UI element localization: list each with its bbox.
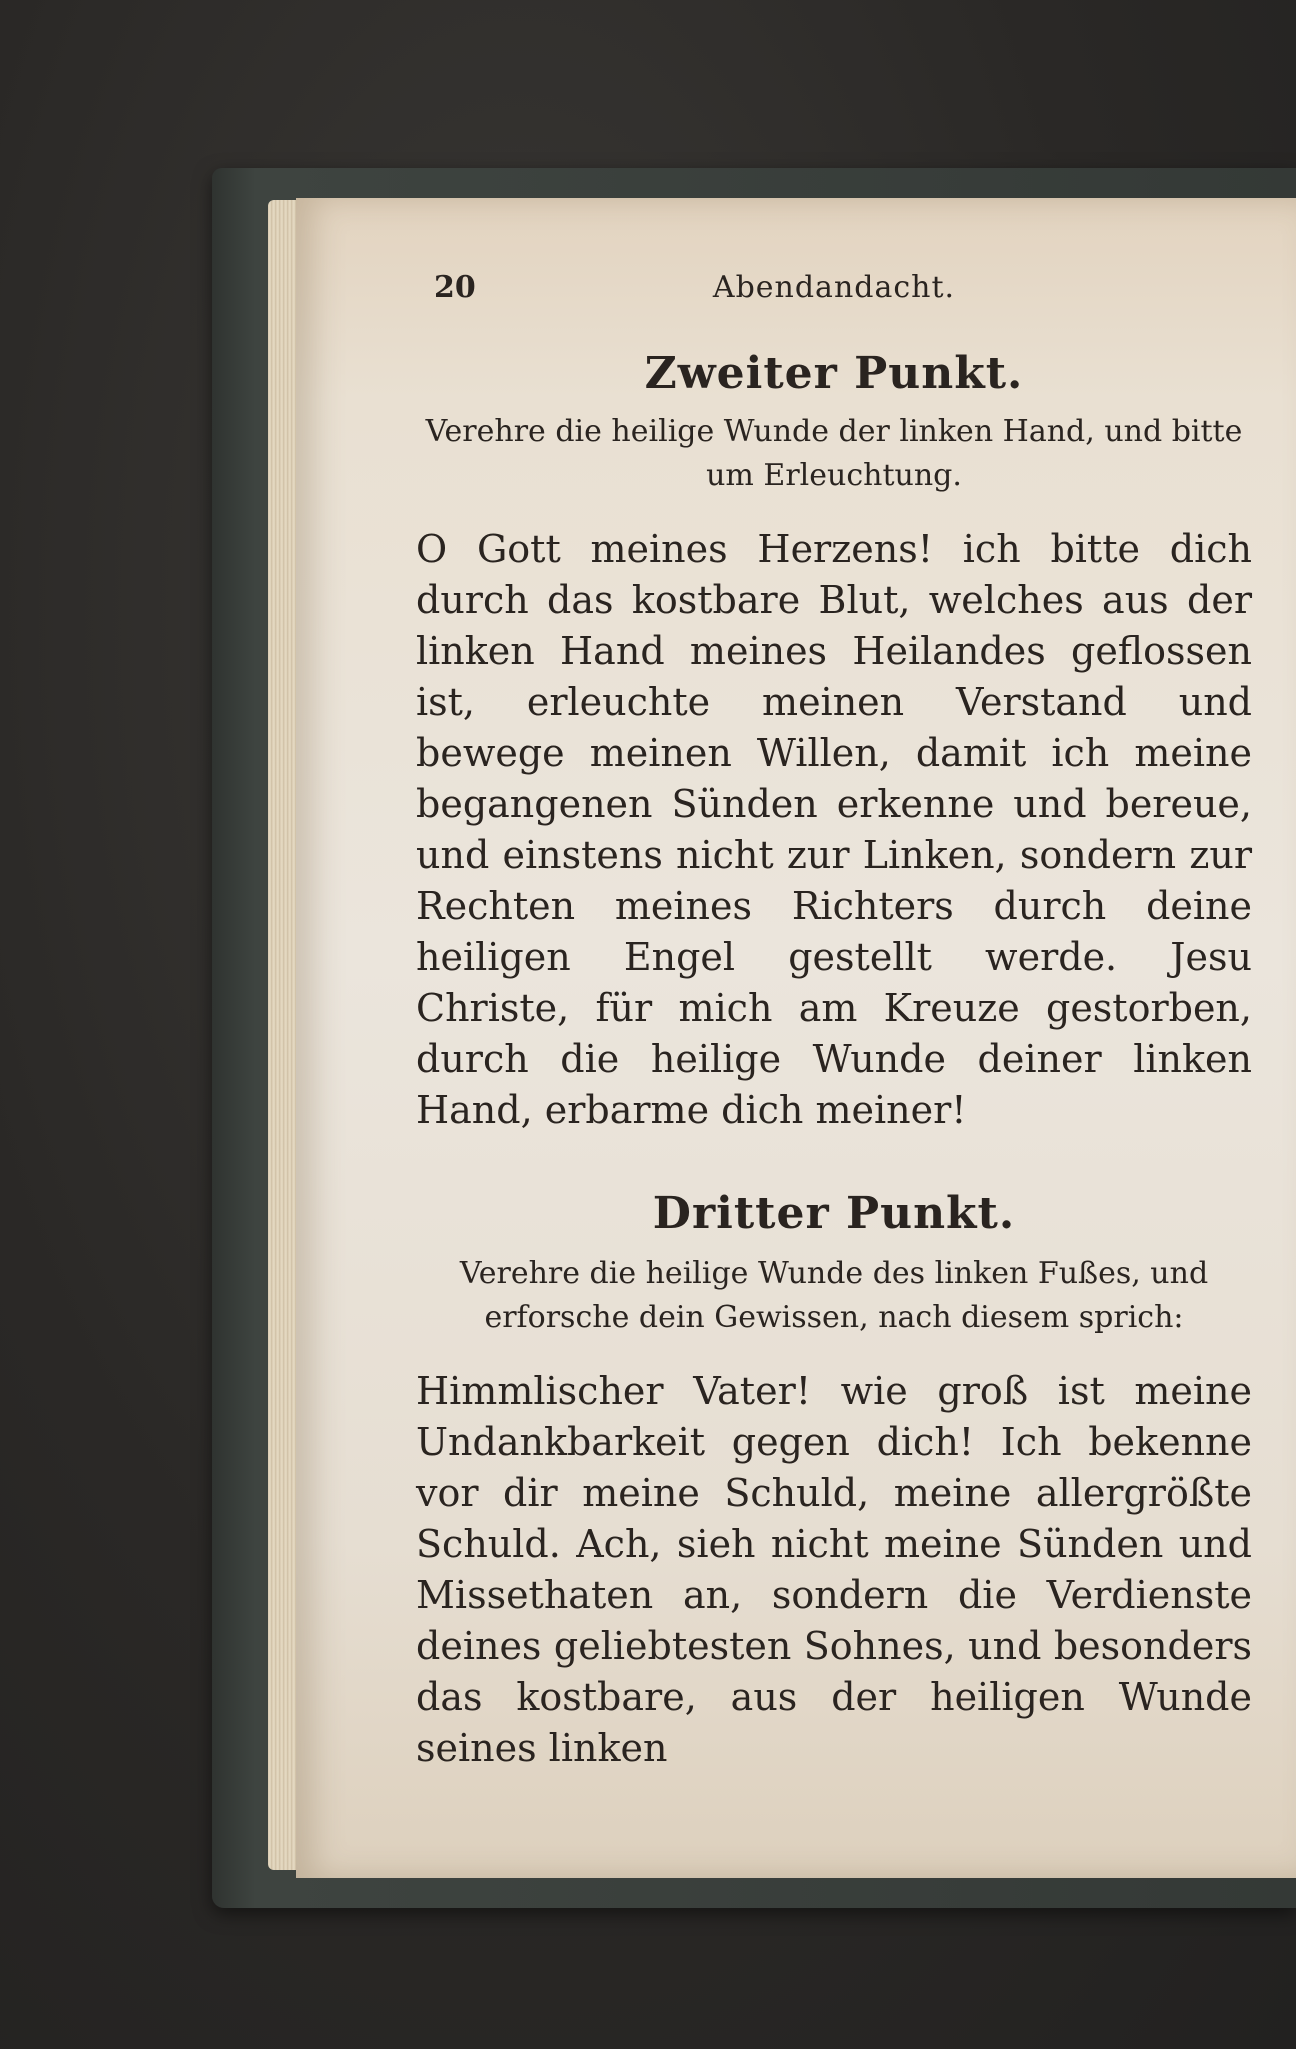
book-page <box>296 198 1296 1878</box>
page-content <box>416 270 1252 1774</box>
page-edges <box>268 200 298 1870</box>
running-head <box>416 270 1252 320</box>
running-title: Abendandacht. <box>712 270 956 305</box>
section-instruction-second: Verehre die heilige Wunde der linken Hand, und bitte um Erleuchtung. <box>425 414 1243 493</box>
section-instruction-third: Verehre die heilige Wunde des linken Fußes, und erforsche dein Gewissen, nach diesem sprich: <box>459 1256 1209 1335</box>
section-title-third: Dritter Punkt. <box>652 1188 1016 1239</box>
page-number: 20 <box>434 270 476 305</box>
prayer-text-second: O Gott meines Herzens! ich bitte dich durch das kostbare Blut, welches aus der linken Hand meines Heilandes geflossen ist, erleuchte meinen Verstand und bewege meinen Willen, damit ich meine begangenen Sünden erkenne und bereue, und einstens nicht zur Linken, sondern zur Rechten meines Richters durch deine heiligen Engel gestellt werde. Jesu Christe, für mich am Kreuze gestorben, durch die heilige Wunde deiner linken Hand, erbarme dich meiner! <box>416 527 1252 1132</box>
section-title-second: Zweiter Punkt. <box>644 348 1024 399</box>
prayer-text-third: Himmlischer Vater! wie groß ist meine Undankbarkeit gegen dich! Ich bekenne vor dir meine Schuld, meine allergrößte Schuld. Ach, sieh nicht meine Sünden und Missethaten an, sondern die Verdienste deines geliebtesten Sohnes, und besonders das kostbare, aus der heiligen Wunde seines linken <box>416 1369 1252 1770</box>
